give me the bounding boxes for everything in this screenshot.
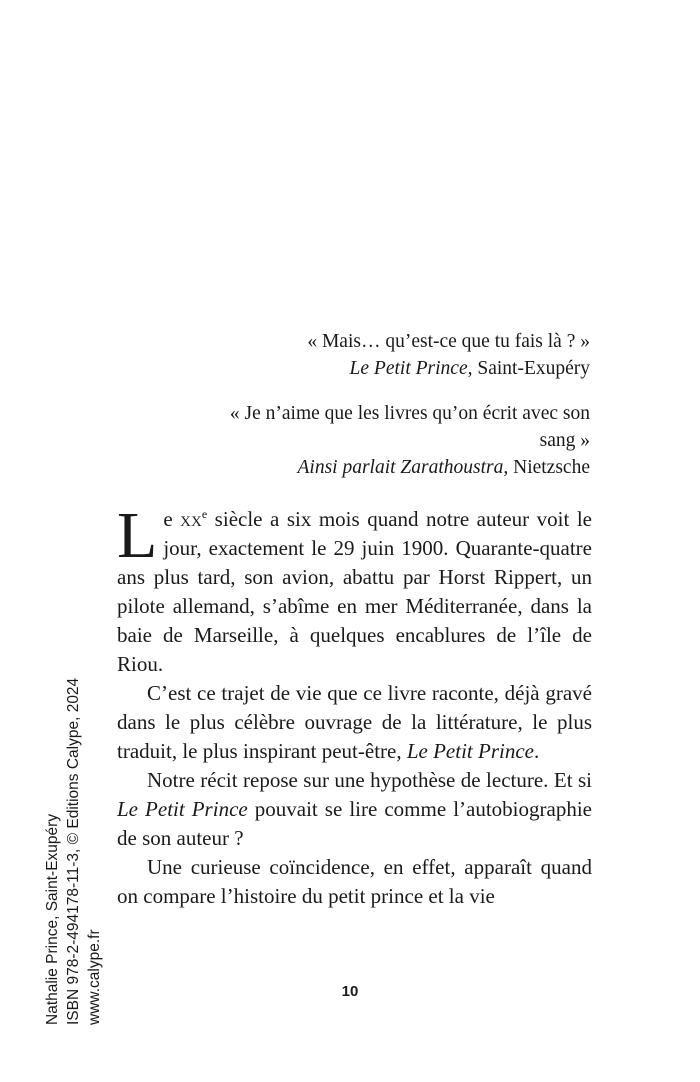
text-run: . xyxy=(533,739,540,763)
page-number: 10 xyxy=(341,983,359,1000)
epigraph-1 xyxy=(200,328,590,382)
paragraph-4 xyxy=(117,853,592,911)
paragraph-2 xyxy=(117,679,592,766)
epigraphs xyxy=(200,328,590,499)
sidebar-isbn-line: ISBN 978-2-494178-11-3, © Editions Calype, 2024 xyxy=(65,677,82,1025)
sidebar-website-link[interactable]: www.calype.fr xyxy=(86,929,103,1025)
epigraph-source xyxy=(200,454,590,481)
epigraph-2 xyxy=(200,400,590,481)
sidebar-author-line: Nathalie Prince, Saint-Exupéry xyxy=(44,813,61,1025)
paragraph-3 xyxy=(117,766,592,853)
superscript: e xyxy=(201,507,208,521)
epigraph-quote: « Mais… qu’est-ce que tu fais là ? » xyxy=(307,331,590,352)
text-run: C’est ce trajet de vie que ce livre raconte, déjà gravé dans le plus célèbre ouvrage de la littérature, le plus traduit, le plus inspirant peut-être, xyxy=(117,681,592,763)
epigraph-source-title: Le Petit Prince xyxy=(349,358,468,379)
epigraph-quote: « Je n’aime que les livres qu’on écrit avec son sang » xyxy=(229,403,590,451)
text-run: e xyxy=(163,507,181,531)
paragraph-1 xyxy=(117,499,592,679)
century-numeral: xx xyxy=(180,507,202,531)
book-title: Le Petit Prince xyxy=(117,797,248,821)
epigraph-source xyxy=(200,355,590,382)
text-run: Notre récit repose sur une hypothèse de lecture. Et si xyxy=(147,768,592,792)
text-run: siècle a six mois quand notre auteur voit le jour, exactement le 29 juin 1900. Quarante-quatre ans plus tard, son avion, abattu par Horst Rippert, un pilote allemand, s’abîme en mer Méditerranée, dans la baie de Marseille, à quelques encablures de l’île de Riou. xyxy=(117,507,592,676)
copyright-sidebar xyxy=(42,678,105,1025)
text-run: Une curieuse coïncidence, en effet, apparaît quand on compare l’histoire du petit prince et la vie xyxy=(117,855,592,908)
drop-cap: L xyxy=(117,499,158,572)
book-title: Le Petit Prince xyxy=(406,739,534,763)
body-text xyxy=(117,499,592,911)
epigraph-source-author: , Saint-Exupéry xyxy=(467,358,590,379)
text-run: pouvait se lire comme l’autobiographie de son auteur ? xyxy=(117,797,592,850)
epigraph-source-author: , Nietzsche xyxy=(503,457,590,478)
epigraph-source-title: Ainsi parlait Zarathoustra xyxy=(297,457,504,478)
